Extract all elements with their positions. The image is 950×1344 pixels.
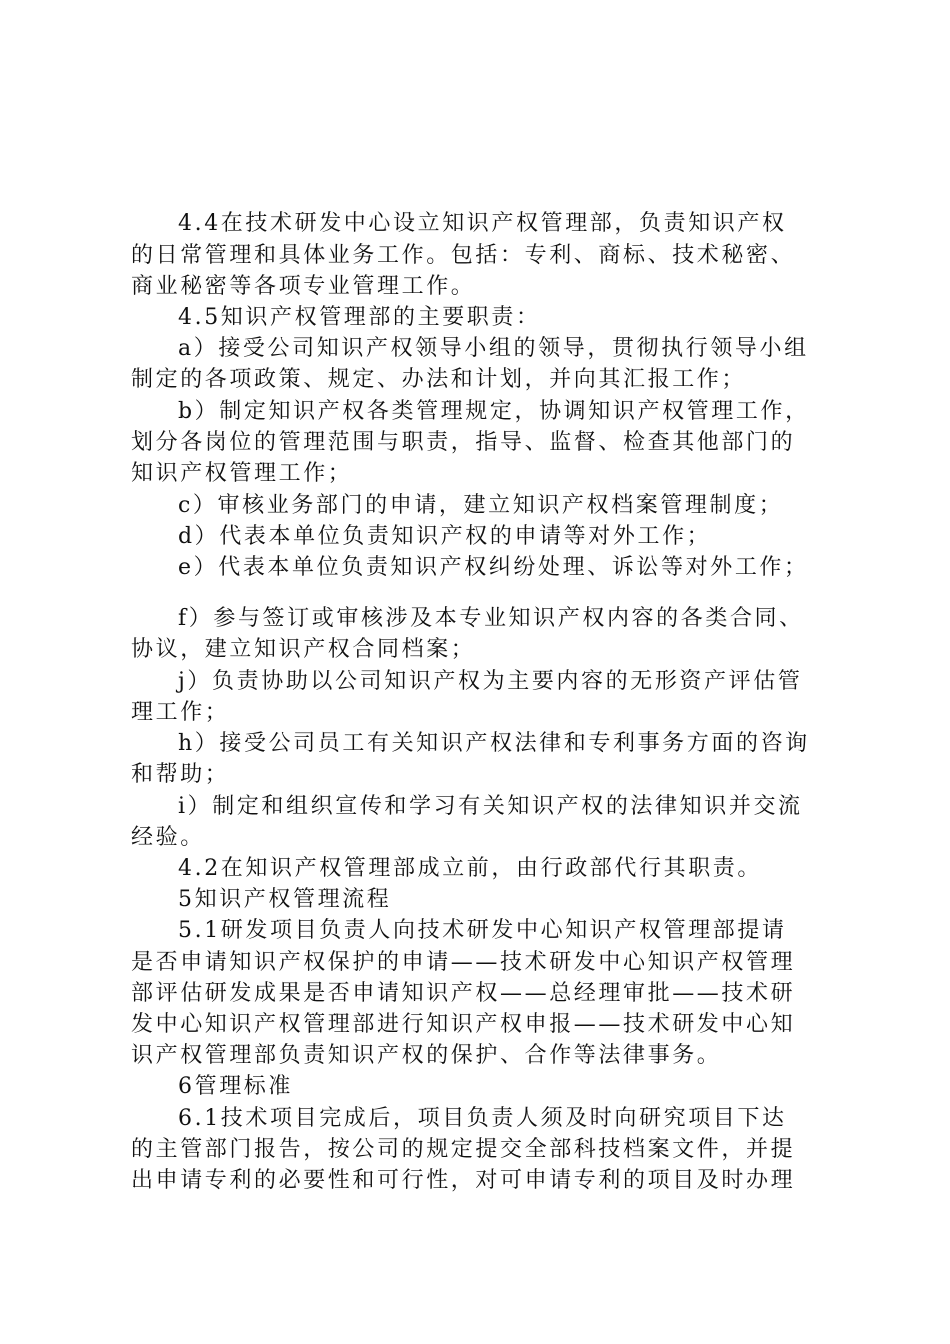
paragraph-line: 6.1技术项目完成后，项目负责人须及时向研究项目下达 xyxy=(178,1106,787,1131)
paragraph-line: 识产权管理部负责知识产权的保护、合作等法律事务。 xyxy=(131,1043,722,1068)
paragraph-line: 知识产权管理工作； xyxy=(131,461,353,486)
paragraph-line: 4.2在知识产权管理部成立前，由行政部代行其职责。 xyxy=(178,856,762,881)
paragraph-line: 商业秘密等各项专业管理工作。 xyxy=(131,274,476,299)
section-heading: 6管理标准 xyxy=(178,1074,293,1099)
paragraph-line: 的主管部门报告，按公司的规定提交全部科技档案文件，并提 xyxy=(131,1137,796,1162)
paragraph-line: 理工作； xyxy=(131,700,230,725)
paragraph-line: c）审核业务部门的申请，建立知识产权档案管理制度； xyxy=(178,493,784,518)
paragraph-line: i）制定和组织宣传和学习有关知识产权的法律知识并交流 xyxy=(178,794,803,819)
paragraph-line: e）代表本单位负责知识产权纠纷处理、诉讼等对外工作； xyxy=(178,555,809,580)
paragraph-line: 是否申请知识产权保护的申请——技术研发中心知识产权管理 xyxy=(131,950,796,975)
paragraph-line: f）参与签订或审核涉及本专业知识产权内容的各类合同、 xyxy=(178,606,804,631)
paragraph-line: 部评估研发成果是否申请知识产权——总经理审批——技术研 xyxy=(131,981,796,1006)
paragraph-line: h）接受公司员工有关知识产权法律和专利事务方面的咨询 xyxy=(178,731,810,756)
paragraph-line: 经验。 xyxy=(131,825,205,850)
paragraph-line: 4.4在技术研发中心设立知识产权管理部，负责知识产权 xyxy=(178,211,787,236)
paragraph-line: 划分各岗位的管理范围与职责，指导、监督、检查其他部门的 xyxy=(131,430,796,455)
paragraph-line: 和帮助； xyxy=(131,762,230,787)
paragraph-line: 发中心知识产权管理部进行知识产权申报——技术研发中心知 xyxy=(131,1012,796,1037)
paragraph-line: j）负责协助以公司知识产权为主要内容的无形资产评估管 xyxy=(178,669,803,694)
paragraph-line: b）制定知识产权各类管理规定，协调知识产权管理工作， xyxy=(178,399,810,424)
paragraph-line: 5.1研发项目负责人向技术研发中心知识产权管理部提请 xyxy=(178,918,787,943)
paragraph-line: 协议，建立知识产权合同档案； xyxy=(131,637,476,662)
paragraph-line: 出申请专利的必要性和可行性，对可申请专利的项目及时办理 xyxy=(131,1168,796,1193)
paragraph-line: a）接受公司知识产权领导小组的领导，贯彻执行领导小组 xyxy=(178,336,809,361)
paragraph-line: 4.5知识产权管理部的主要职责： xyxy=(178,305,541,330)
section-heading: 5知识产权管理流程 xyxy=(178,887,392,912)
paragraph-line: 制定的各项政策、规定、办法和计划，并向其汇报工作； xyxy=(131,367,747,392)
paragraph-line: d）代表本单位负责知识产权的申请等对外工作； xyxy=(178,524,712,549)
paragraph-line: 的日常管理和具体业务工作。包括：专利、商标、技术秘密、 xyxy=(131,243,796,268)
